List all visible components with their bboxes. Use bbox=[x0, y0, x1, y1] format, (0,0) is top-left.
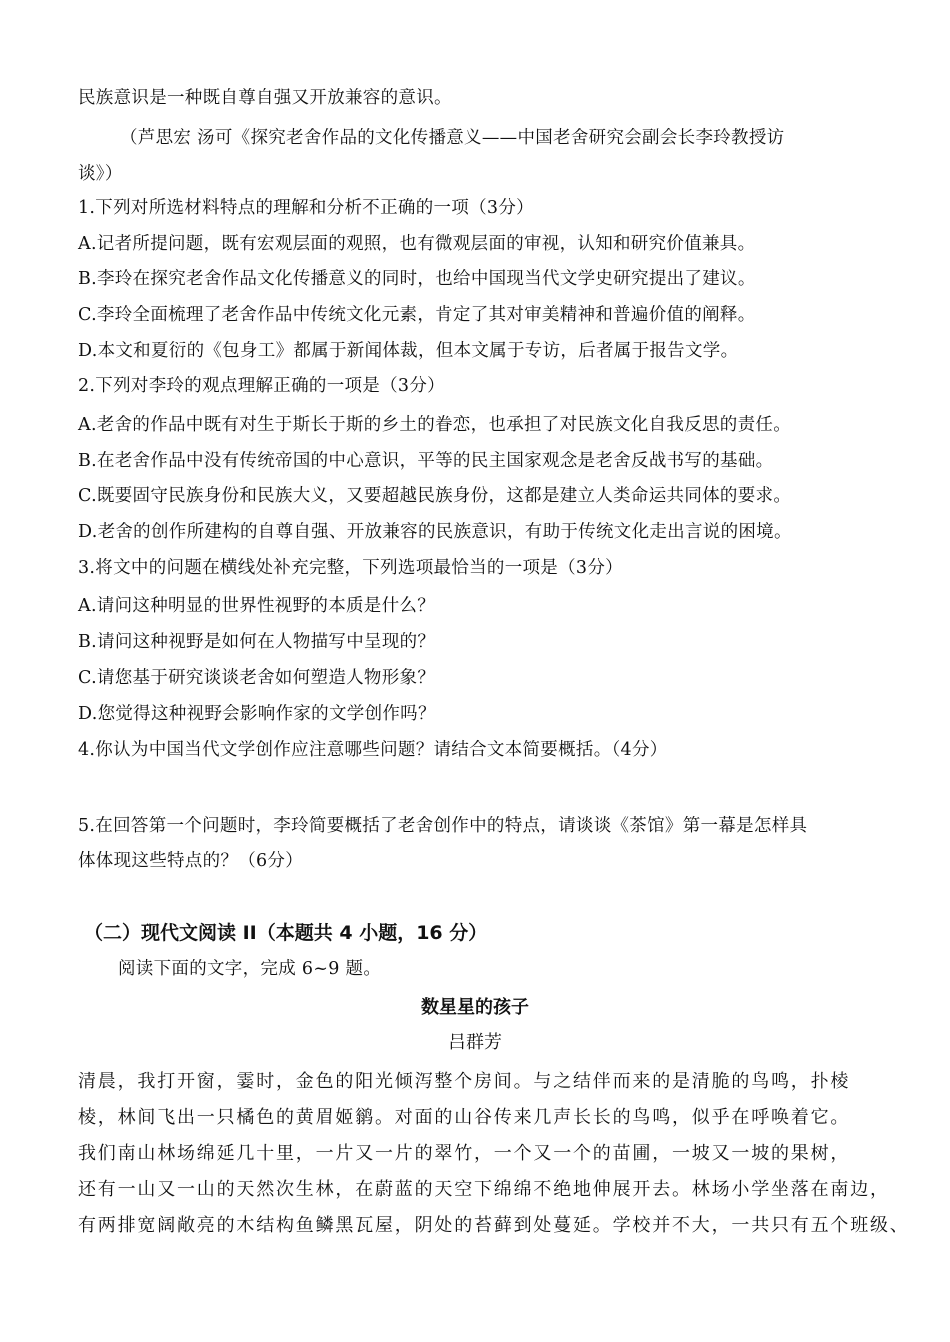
question-1-option-a: A.记者所提问题，既有宏观层面的观照，也有微观层面的审视，认知和研究价值兼具。 bbox=[78, 234, 756, 254]
paragraph-line: 有两排宽阔敞亮的木结构鱼鳞黑瓦屋，阴处的苔藓到处蔓延。学校并不大，一共只有五个班级、 bbox=[78, 1215, 910, 1236]
question-1-option-d: D.本文和夏衍的《包身工》都属于新闻体裁，但本文属于专访，后者属于报告文学。 bbox=[78, 341, 739, 361]
article-title: 数星星的孩子 bbox=[421, 997, 529, 1018]
section-heading: （二）现代文阅读 II（本题共 4 小题，16 分） bbox=[84, 922, 488, 944]
source-citation-cont: 谈》） bbox=[78, 164, 123, 184]
question-1-option-c: C.李玲全面梳理了老舍作品中传统文化元素，肯定了其对审美精神和普遍价值的阐释。 bbox=[78, 305, 756, 325]
question-2-option-c: C.既要固守民族身份和民族大义，又要超越民族身份，这都是建立人类命运共同体的要求。 bbox=[78, 486, 792, 506]
paragraph-line: 还有一山又一山的天然次生林，在蔚蓝的天空下绵绵不绝地伸展开去。林场小学坐落在南边， bbox=[78, 1179, 890, 1200]
article-author: 吕群芳 bbox=[448, 1032, 502, 1053]
intro-line: 民族意识是一种既自尊自强又开放兼容的意识。 bbox=[78, 88, 452, 108]
question-2-option-a: A.老舍的作品中既有对生于斯长于斯的乡土的眷恋，也承担了对民族文化自我反思的责任。 bbox=[78, 415, 791, 435]
paragraph-line: 清晨，我打开窗，霎时，金色的阳光倾泻整个房间。与之结伴而来的是清脆的鸟鸣，扑棱 bbox=[78, 1071, 851, 1092]
paragraph-line: 我们南山林场绵延几十里，一片又一片的翠竹，一个又一个的苗圃，一坡又一坡的果树， bbox=[78, 1143, 851, 1164]
question-3-option-b: B.请问这种视野是如何在人物描写中呈现的？ bbox=[78, 632, 436, 652]
question-5: 5.在回答第一个问题时，李玲简要概括了老舍创作中的特点，请谈谈《茶馆》第一幕是怎样具 bbox=[78, 816, 808, 836]
question-5-cont: 体体现这些特点的？（6分） bbox=[78, 851, 304, 871]
question-3-option-d: D.您觉得这种视野会影响作家的文学创作吗？ bbox=[78, 704, 436, 724]
question-2-option-b: B.在老舍作品中没有传统帝国的中心意识，平等的民主国家观念是老舍反战书写的基础。 bbox=[78, 451, 774, 471]
question-3-stem: 3.将文中的问题在横线处补充完整，下列选项最恰当的一项是（3分） bbox=[78, 558, 623, 578]
paragraph-line: 棱，林间飞出一只橘色的黄眉姬鹟。对面的山谷传来几声长长的鸟鸣，似乎在呼唤着它。 bbox=[78, 1107, 851, 1128]
question-3-option-c: C.请您基于研究谈谈老舍如何塑造人物形象？ bbox=[78, 668, 436, 688]
source-citation: （芦思宏 汤可《探究老舍作品的文化传播意义——中国老舍研究会副会长李玲教授访 bbox=[120, 128, 785, 148]
question-2-option-d: D.老舍的创作所建构的自尊自强、开放兼容的民族意识，有助于传统文化走出言说的困境。 bbox=[78, 522, 792, 542]
question-4: 4.你认为中国当代文学创作应注意哪些问题？请结合文本简要概括。（4分） bbox=[78, 740, 668, 760]
section-instruction: 阅读下面的文字，完成 6~9 题。 bbox=[118, 959, 382, 979]
question-2-stem: 2.下列对李玲的观点理解正确的一项是（3分） bbox=[78, 376, 445, 396]
question-3-option-a: A.请问这种明显的世界性视野的本质是什么？ bbox=[78, 596, 435, 616]
question-1-stem: 1.下列对所选材料特点的理解和分析不正确的一项（3分） bbox=[78, 198, 534, 218]
question-1-option-b: B.李玲在探究老舍作品文化传播意义的同时，也给中国现当代文学史研究提出了建议。 bbox=[78, 269, 756, 289]
